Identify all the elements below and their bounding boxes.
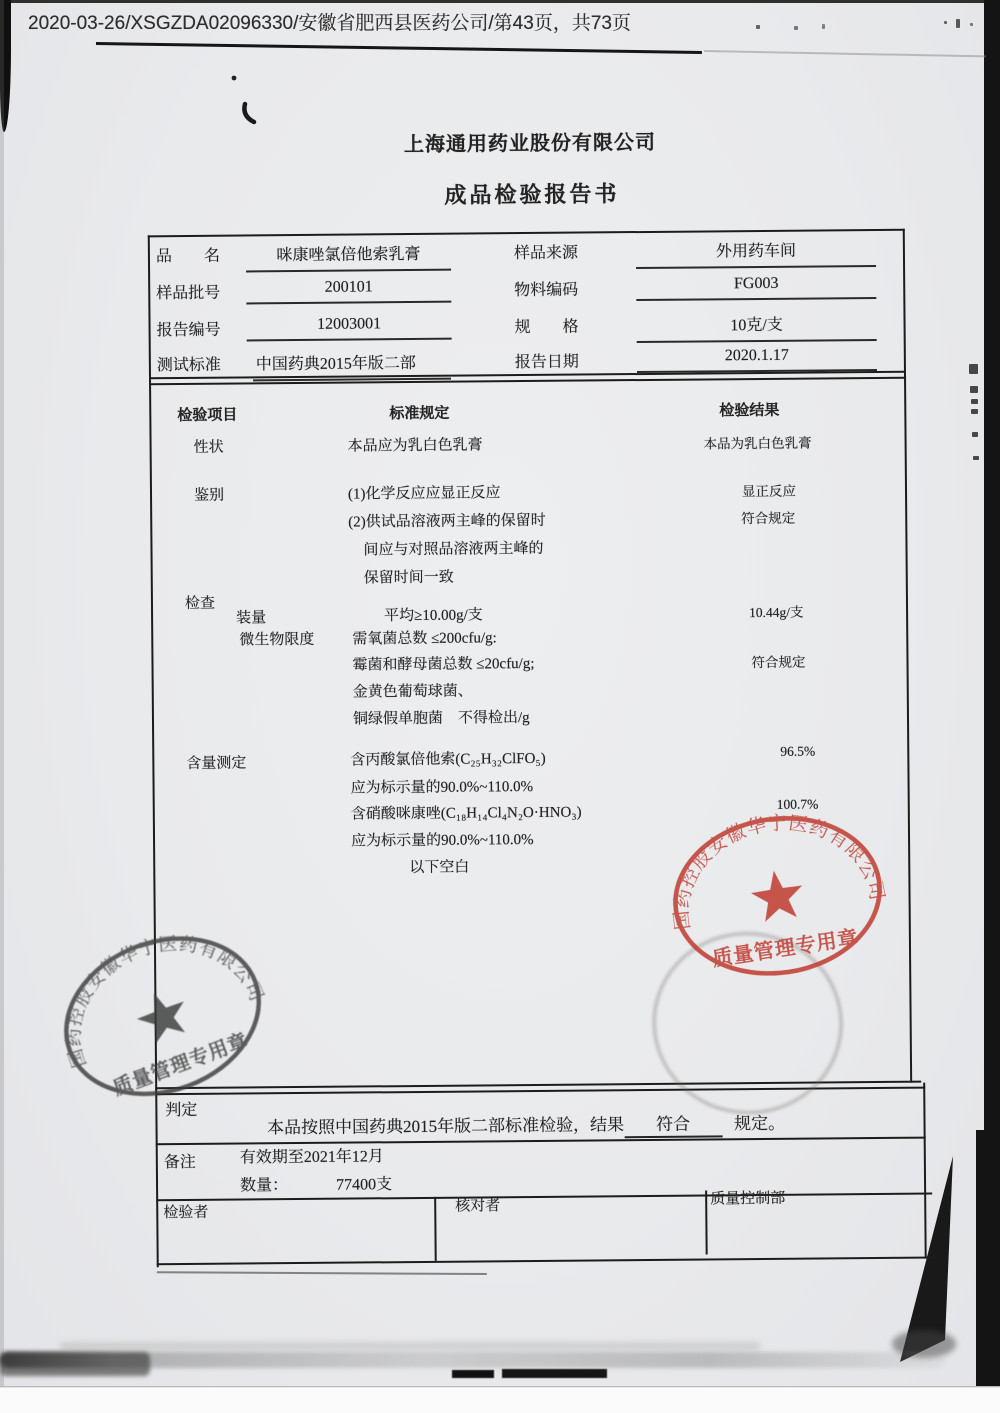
table-left-border <box>148 235 159 1267</box>
microbial-spec-1: 需氧菌总数 ≤200cfu/g: <box>352 630 497 648</box>
identification-spec-2: (2)供试品溶液两主峰的保留时 <box>348 512 546 531</box>
verdict-result: 符合 <box>624 1115 722 1139</box>
appearance-spec: 本品应为乳白色乳膏 <box>347 437 483 455</box>
appearance-label: 性状 <box>193 439 224 456</box>
red-seal-center-text: 质量管理专用章 <box>710 927 860 971</box>
fill-weight-spec: 平均≥10.00g/支 <box>384 607 483 625</box>
product-name-value: 咪康唑氯倍他索乳膏 <box>246 241 451 273</box>
identification-spec-3: 间应与对照品溶液两主峰的 <box>363 540 544 559</box>
remarks-qty-value: 77400支 <box>335 1176 393 1194</box>
fill-weight-result: 10.44g/支 <box>749 604 804 621</box>
microbial-label: 微生物限度 <box>239 631 315 649</box>
signature-bottom-border-faint <box>157 1271 487 1275</box>
report-no-label: 报告编号 <box>156 321 221 340</box>
assay-spec-3: 含硝酸咪康唑(C₁₈H₁₄Cl₄N₂O·HNO₃) <box>350 804 582 823</box>
batch-label: 样品批号 <box>156 284 221 303</box>
inspection-label: 检查 <box>184 595 216 613</box>
standard-label: 测试标准 <box>156 356 221 375</box>
gray-seal-star-icon <box>131 985 194 1047</box>
product-name-label: 品 名 <box>155 247 221 266</box>
col-header-item: 检验项目 <box>177 407 238 425</box>
report-title: 成品检验报告书 <box>444 181 620 208</box>
assay-result-2: 100.7% <box>776 796 819 812</box>
verdict-label: 判定 <box>165 1101 198 1120</box>
sample-source-label: 样品来源 <box>513 244 579 263</box>
info-table-top-border <box>148 229 905 238</box>
signature-inspector-label: 检验者 <box>163 1204 209 1222</box>
sample-source-value: 外用药车间 <box>636 237 876 269</box>
report-date-value: 2020.1.17 <box>637 346 877 373</box>
report-no-value: 12003001 <box>246 315 451 342</box>
signature-separator-2 <box>705 1190 708 1254</box>
gray-company-seal <box>34 900 291 1132</box>
identification-result-2: 符合规定 <box>741 510 796 527</box>
identification-spec-4: 保留时间一致 <box>363 569 454 587</box>
remarks-label: 备注 <box>163 1153 196 1172</box>
signature-separator-1 <box>434 1197 437 1261</box>
assay-label: 含量测定 <box>186 755 247 773</box>
batch-value: 200101 <box>246 278 451 305</box>
appearance-result: 本品为乳白色乳膏 <box>703 435 812 452</box>
spec-value: 10克/支 <box>636 311 876 343</box>
red-company-seal <box>656 794 899 999</box>
signature-qc-dept-label: 质量控制部 <box>710 1190 786 1208</box>
microbial-result: 符合规定 <box>751 654 806 671</box>
fill-weight-label: 装量 <box>236 610 267 627</box>
signature-checker-label: 核对者 <box>455 1198 501 1215</box>
microbial-spec-3: 金黄色葡萄球菌、 <box>352 683 473 701</box>
signature-bottom-border <box>157 1256 935 1265</box>
microbial-spec-2: 霉菌和酵母菌总数 ≤20cfu/g; <box>352 655 535 674</box>
standard-value: 中国药典2015年版二部 <box>253 350 451 382</box>
gray-seal-arc-text: 国药控股安徽华宁医药有限公司 <box>63 933 268 1071</box>
red-seal-star-icon <box>748 867 806 923</box>
blank-below-note: 以下空白 <box>409 859 470 877</box>
table-right-border-lower <box>923 1083 927 1259</box>
identification-label: 鉴别 <box>193 487 225 504</box>
identification-spec-1: (1)化学反应应显正反应 <box>347 485 501 503</box>
verdict-suffix: 规定。 <box>733 1114 786 1134</box>
assay-result-1: 96.5% <box>780 743 816 759</box>
material-code-label: 物料编码 <box>514 281 579 300</box>
table-right-border-upper <box>903 229 912 1083</box>
assay-spec-1: 含丙酸氯倍他索(C₂₅H₃₂ClFO₅) <box>350 750 546 769</box>
col-header-result: 检验结果 <box>719 402 780 420</box>
identification-result-1: 显正反应 <box>741 483 797 500</box>
assay-spec-4: 应为标示量的90.0%~110.0% <box>350 831 534 850</box>
verdict-prefix: 本品按照中国药典2015年版二部标准检验，结果 <box>266 1115 625 1138</box>
remarks-qty-label: 数量： <box>239 1177 289 1195</box>
col-header-standard: 标准规定 <box>389 405 450 423</box>
gray-seal-center-text: 质量管理专用章 <box>110 1030 251 1100</box>
report-date-label: 报告日期 <box>514 353 579 372</box>
microbial-spec-4: 铜绿假单胞菌 不得检出/g <box>352 710 530 728</box>
assay-spec-2: 应为标示量的90.0%~110.0% <box>350 778 534 797</box>
remarks-validity: 有效期至2021年12月 <box>239 1148 384 1167</box>
red-seal-arc-text: 国药控股安徽华宁医药有限公司 <box>671 812 888 931</box>
scan-header-text: 2020-03-26/XSGZDA02096330/安徽省肥西县医药公司/第43页，共73页 <box>28 13 631 34</box>
company-title: 上海通用药业股份有限公司 <box>403 131 657 157</box>
spec-label: 规 格 <box>514 318 579 337</box>
material-code-value: FG003 <box>636 274 876 301</box>
